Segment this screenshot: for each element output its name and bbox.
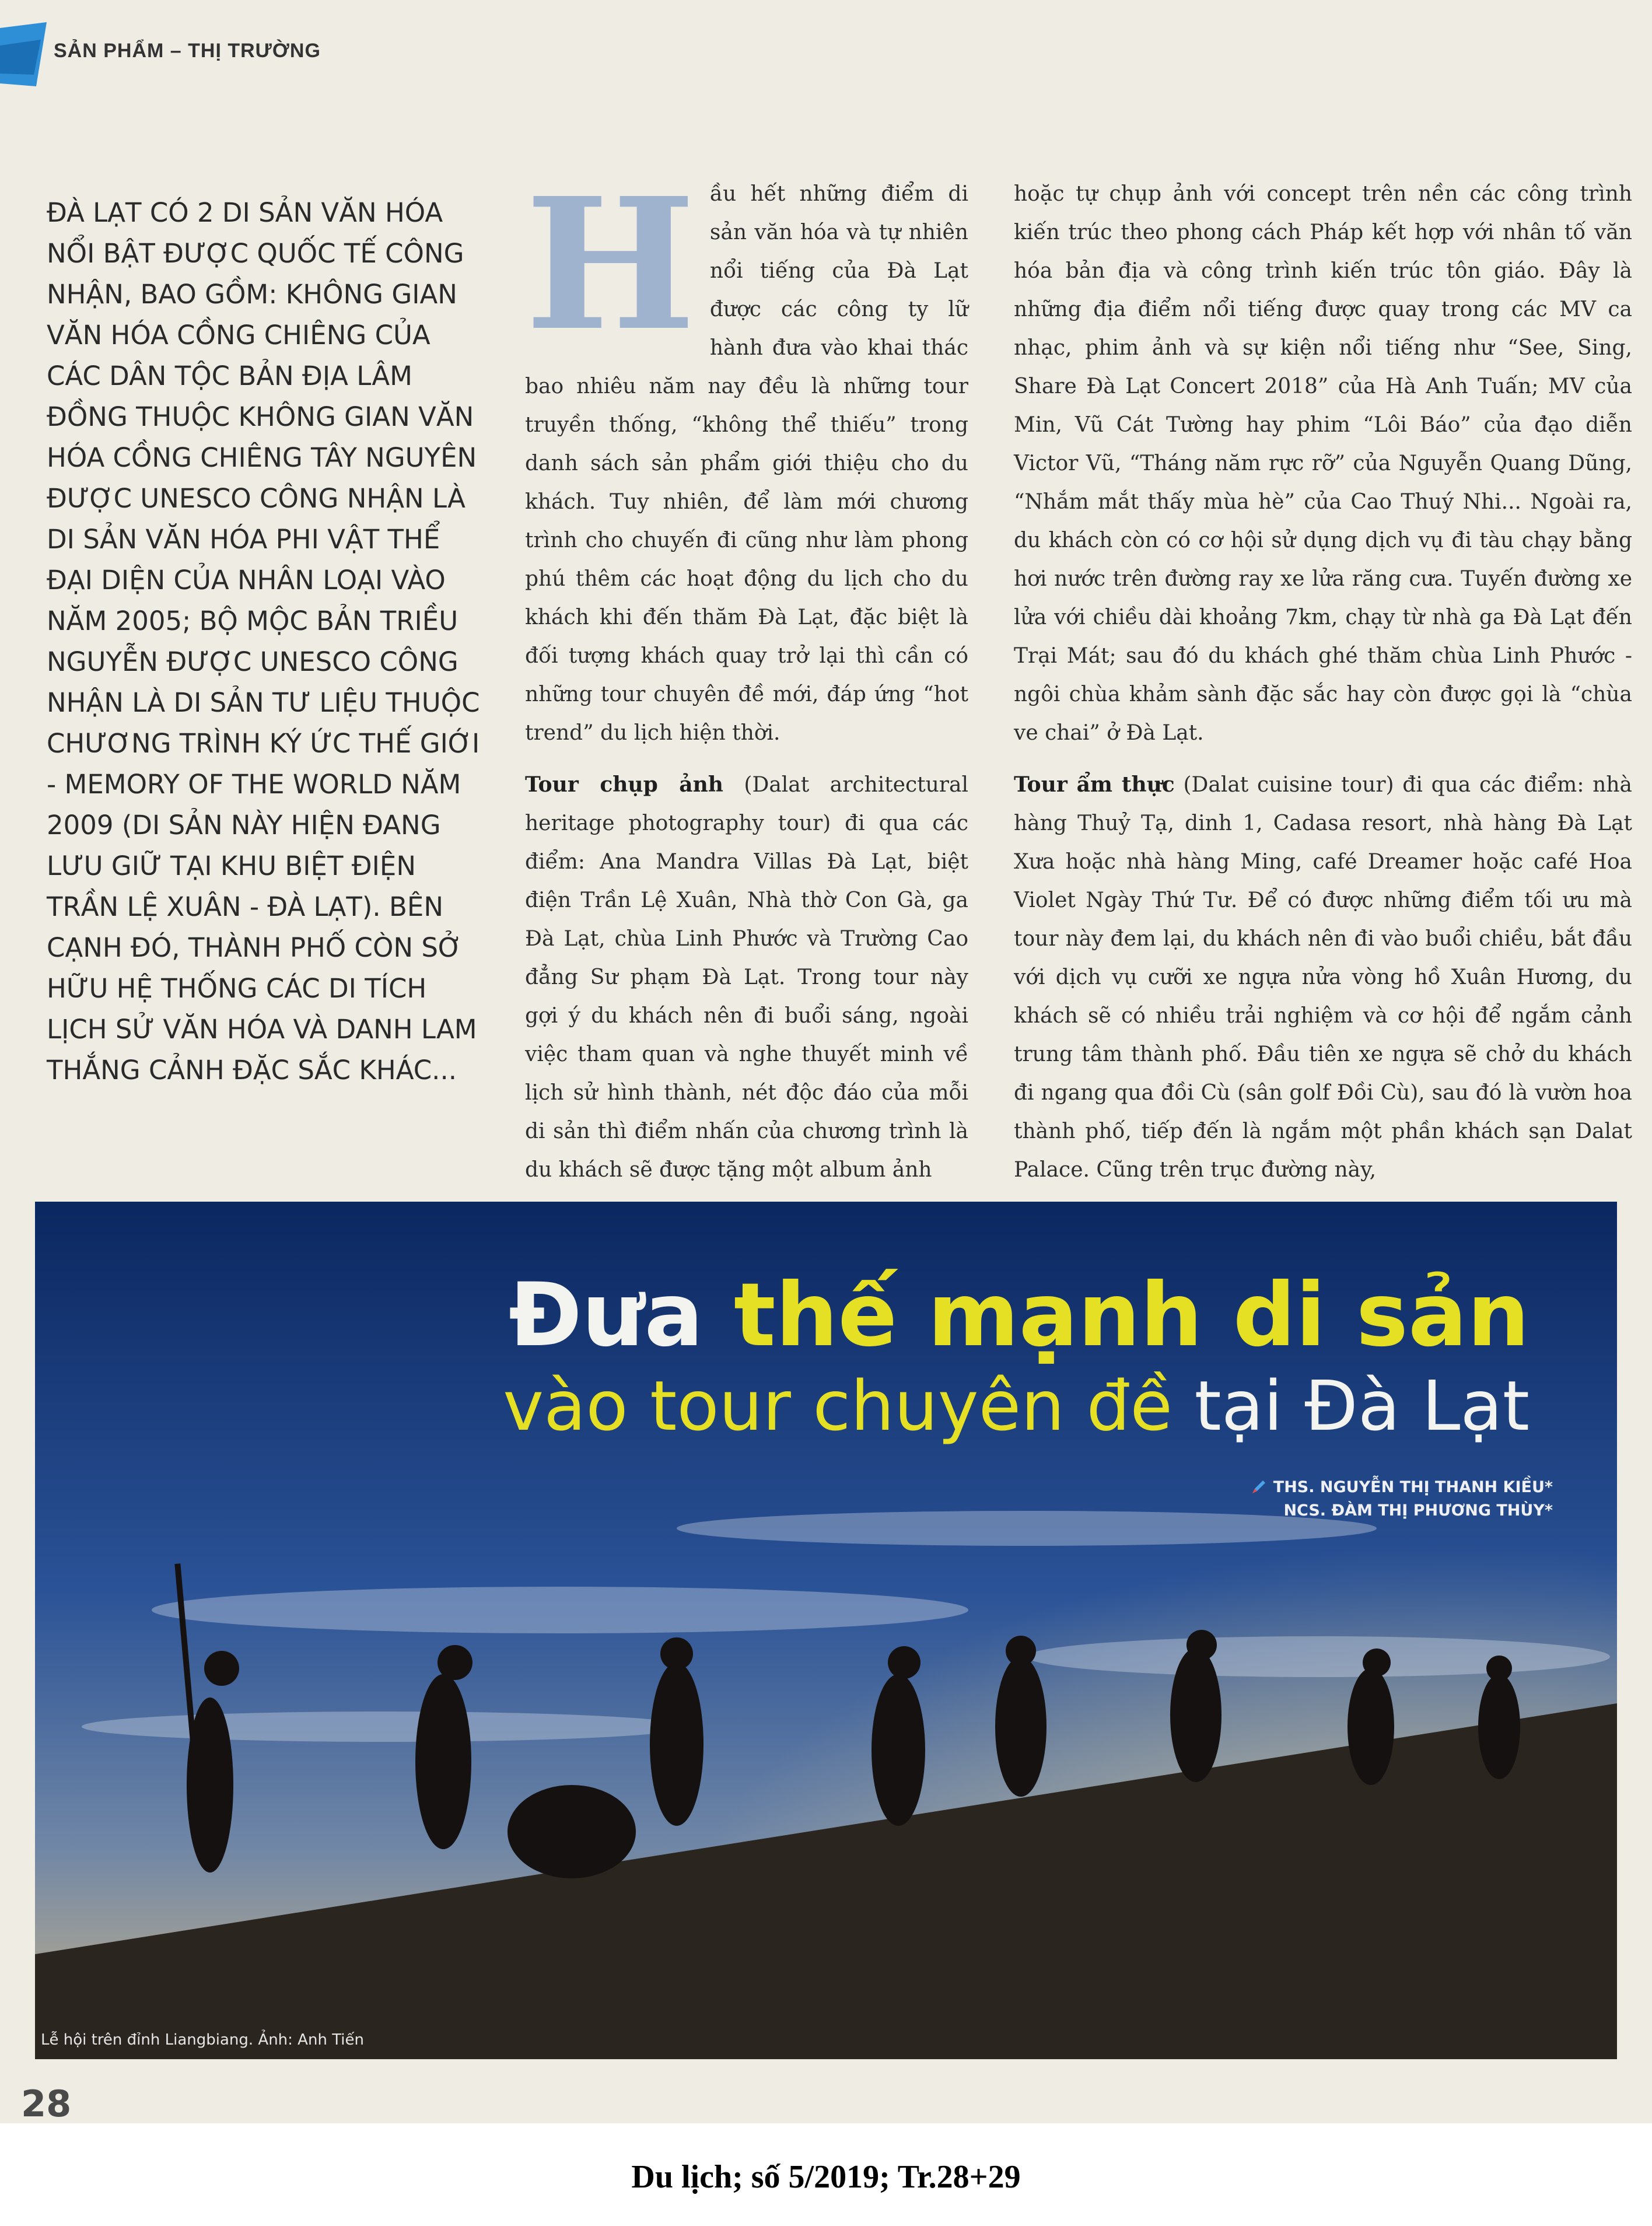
headline-highlight: thế mạnh di sản [733, 1265, 1530, 1366]
paragraph-cuisine-tour [1014, 765, 1632, 1189]
intro-summary: ĐÀ LẠT CÓ 2 DI SẢN VĂN HÓA NỔI BẬT ĐƯỢC QUỐC TẾ CÔNG NHẬN, BAO GỒM: KHÔNG GIAN VĂN HÓA CỒNG CHIÊNG CỦA CÁC DÂN TỘC BẢN ĐỊA LÂM ĐỒNG THUỘC KHÔNG GIAN VĂN HÓA CỒNG CHIÊNG TÂY NGUYÊN ĐƯỢC UNESCO CÔNG NHẬN LÀ DI SẢN VĂN HÓA PHI VẬT THỂ ĐẠI DIỆN CỦA NHÂN LOẠI VÀO NĂM 2005; BỘ MỘC BẢN TRIỀU NGUYỄN ĐƯỢC UNESCO CÔNG NHẬN LÀ DI SẢN TƯ LIỆU THUỘC CHƯƠNG TRÌNH KÝ ỨC THẾ GIỚI - MEMORY OF THE WORLD NĂM 2009 (DI SẢN NÀY HIỆN ĐANG LƯU GIỮ TẠI KHU BIỆT ĐIỆN TRẦN LỆ XUÂN - ĐÀ LẠT). BÊN CẠNH ĐÓ, THÀNH PHỐ CÒN SỞ HỮU HỆ THỐNG CÁC DI TÍCH LỊCH SỬ VĂN HÓA VÀ DANH LAM THẮNG CẢNH ĐẶC SẮC KHÁC... [47, 197, 480, 1086]
headline-highlight: vào tour chuyên đề [503, 1366, 1195, 1446]
headline-word: Đưa [509, 1265, 734, 1366]
pen-icon [1250, 1478, 1268, 1496]
paragraph-intro [525, 159, 968, 752]
photo-caption: Lễ hội trên đỉnh Liangbiang. Ảnh: Anh Tiến [41, 2031, 364, 2049]
photo-tour-text: (Dalat architectural heritage photography tour) đi qua các điểm: Ana Mandra Villas Đà Lạt, biệt điện Trần Lệ Xuân, Nhà thờ Con Gà, ga Đà Lạt, chùa Linh Phước và Trường Cao đẳng Sư phạm Đà Lạt. Trong tour này gợi ý du khách nên đi buổi sáng, ngoài việc tham quan và nghe thuyết minh về lịch sử hình thành, nét độc đáo của mỗi di sản thì điểm nhấn của chương trình là du khách sẽ được tặng một album ảnh [525, 773, 968, 1182]
headline-line-2 [503, 1365, 1530, 1447]
section-label: SẢN PHẨM – THỊ TRƯỜNG [54, 40, 321, 62]
author-name: NCS. ĐÀM THỊ PHƯƠNG THÙY* [1283, 1502, 1553, 1520]
photo-tour-heading: Tour chụp ảnh [525, 772, 723, 797]
author-name: THS. NGUYỄN THỊ THANH KIỀU* [1273, 1478, 1553, 1496]
article-column-2 [525, 159, 968, 1202]
page-number: 28 [21, 2082, 72, 2123]
authors-byline [1273, 1476, 1553, 1522]
article-column-3 [1014, 175, 1632, 1202]
paragraph-intro-text: ầu hết những điểm di sản văn hóa và tự nhiên nổi tiếng của Đà Lạt được các công ty lữ hành đưa vào khai thác bao nhiêu năm nay đều là những tour truyền thống, “không thể thiếu” trong danh sách sản phẩm giới thiệu cho du khách. Tuy nhiên, để làm mới chương trình cho chuyến đi cũng như làm phong phú thêm các hoạt động du lịch cho du khách khi đến thăm Đà Lạt, đặc biệt là đối tượng khách quay trở lại thì cần có những tour chuyên đề mới, đáp ứng “hot trend” du lịch hiện thời. [525, 182, 968, 745]
headline-word: tại Đà Lạt [1194, 1366, 1530, 1446]
source-citation: Du lịch; số 5/2019; Tr.28+29 [631, 2159, 1021, 2195]
cuisine-tour-text: (Dalat cuisine tour) đi qua các điểm: nhà hàng Thuỷ Tạ, dinh 1, Cadasa resort, nhà hàng Đà Lạt Xưa hoặc nhà hàng Ming, café Dreamer hoặc café Hoa Violet Ngày Thứ Tư. Để có được những điểm tối ưu mà tour này đem lại, du khách nên đi vào buổi chiều, bắt đầu với dịch vụ cưỡi xe ngựa nửa vòng hồ Xuân Hương, du khách sẽ có nhiều trải nghiệm và cơ hội để ngắm cảnh trung tâm thành phố. Đầu tiên xe ngựa sẽ chở du khách đi ngang qua đồi Cù (sân golf Đồi Cù), sau đó là vườn hoa thành phố, tiếp đến là ngắm một phần khách sạn Dalat Palace. Cũng trên trục đường này, [1014, 773, 1632, 1182]
headline-line-1 [503, 1266, 1530, 1365]
article-headline [503, 1266, 1530, 1447]
cuisine-tour-heading: Tour ẩm thực [1014, 772, 1175, 797]
paragraph-photo-tour [525, 765, 968, 1189]
drop-cap: H [525, 159, 696, 371]
festival-photo [35, 1202, 1617, 2059]
paragraph-continued: hoặc tự chụp ảnh với concept trên nền các công trình kiến trúc theo phong cách Pháp kết hợp với nhân tố văn hóa bản địa và công trình kiến trúc tôn giáo. Đây là những địa điểm nổi tiếng được quay trong các MV ca nhạc, phim ảnh và sự kiện nổi tiếng như “See, Sing, Share Đà Lạt Concert 2018” của Hà Anh Tuấn; MV của Min, Vũ Cát Tường hay phim “Lôi Báo” của đạo diễn Victor Vũ, “Tháng năm rực rỡ” của Nguyễn Quang Dũng, “Nhắm mắt thấy mùa hè” của Cao Thuý Nhi... Ngoài ra, du khách còn có cơ hội sử dụng dịch vụ đi tàu chạy bằng hơi nước trên đường ray xe lửa răng cưa. Tuyến đường xe lửa với chiều dài khoảng 7km, chạy từ nhà ga Đà Lạt đến Trại Mát; sau đó du khách ghé thăm chùa Linh Phước - ngôi chùa khảm sành đặc sắc hay còn được gọi là “chùa ve chai” ở Đà Lạt. [1014, 182, 1632, 745]
section-marker-icon [0, 22, 47, 86]
